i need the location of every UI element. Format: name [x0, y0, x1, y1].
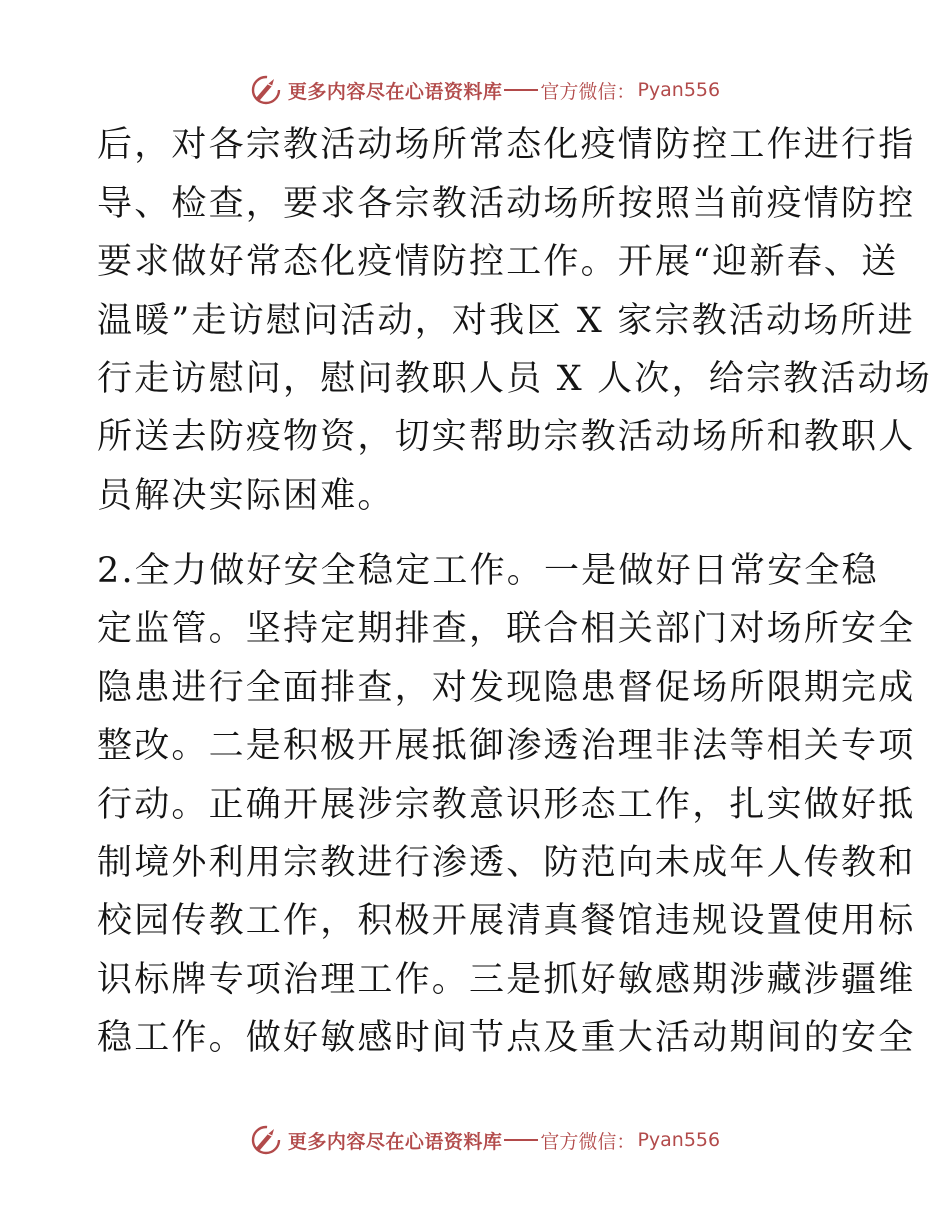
footer-banner-content — [250, 1123, 720, 1157]
body-line: 要求做好常态化疫情防控工作。开展“迎新春、送 — [97, 242, 899, 282]
footer-dash-separator — [504, 1139, 538, 1141]
header-site-text: 更多内容尽在心语资料库 — [287, 80, 503, 103]
body-line: 2.全力做好安全稳定工作。一是做好日常安全稳 — [97, 551, 879, 591]
body-line: 校园传教工作，积极开展清真餐馆违规设置使用标 — [97, 901, 916, 941]
footer-site-text: 更多内容尽在心语资料库 — [287, 1130, 503, 1153]
body-line: 识标牌专项治理工作。三是抓好敏感期涉藏涉疆维 — [97, 960, 916, 1000]
body-line: 隐患进行全面排查，对发现隐患督促场所限期完成 — [97, 668, 916, 708]
body-line: 稳工作。做好敏感时间节点及重大活动期间的安全 — [97, 1018, 916, 1058]
body-line: 员解决实际困难。 — [97, 476, 395, 516]
pen-logo-icon — [250, 73, 284, 107]
body-line: 定监管。坚持定期排查，联合相关部门对场所安全 — [97, 609, 916, 649]
body-line: 温暖”走访慰问活动，对我区 X 家宗教活动场所进 — [97, 301, 915, 341]
pen-logo-icon — [250, 1123, 284, 1157]
body-line: 制境外利用宗教进行渗透、防范向未成年人传教和 — [97, 843, 916, 883]
header-banner — [0, 70, 950, 110]
body-line: 整改。二是积极开展抵御渗透治理非法等相关专项 — [97, 726, 916, 766]
body-line: 行动。正确开展涉宗教意识形态工作，扎实做好抵 — [97, 785, 916, 825]
body-line: 后，对各宗教活动场所常态化疫情防控工作进行指 — [97, 125, 916, 165]
body-line: 行走访慰问，慰问教职人员 X 人次，给宗教活动场 — [97, 359, 932, 399]
header-wechat-id: Pyan556 — [637, 79, 721, 101]
body-line: 所送去防疫物资，切实帮助宗教活动场所和教职人 — [97, 417, 916, 457]
footer-wechat-id: Pyan556 — [637, 1129, 721, 1151]
footer-wechat-label: 官方微信： — [540, 1130, 636, 1153]
header-dash-separator — [504, 89, 538, 91]
header-banner-content — [250, 73, 720, 107]
header-wechat-label: 官方微信： — [540, 80, 636, 103]
body-line: 导、检查，要求各宗教活动场所按照当前疫情防控 — [97, 184, 916, 224]
footer-banner — [0, 1120, 950, 1160]
